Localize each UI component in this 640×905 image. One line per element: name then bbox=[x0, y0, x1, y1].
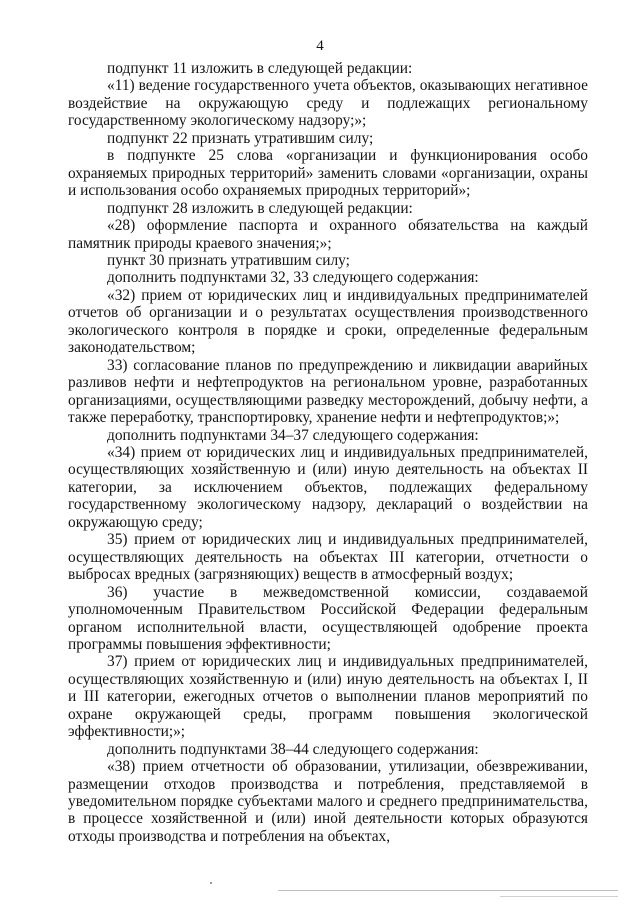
paragraph: «28) оформление паспорта и охранного обязательства на каждый памятник природы краевого значения;»; bbox=[68, 217, 588, 252]
scan-edge-line bbox=[500, 896, 618, 897]
paragraph: дополнить подпунктами 34–37 следующего содержания: bbox=[107, 426, 479, 444]
paragraph: «34) прием от юридических лиц и индивидуальных предпринимателей, осуществляющих хозяйственную и (или) иную деятельность на объектах II категории, за исключением объектов, подлежащих федеральному государственному экологическому надзору, деклараций о воздействии на окружающую среду; bbox=[68, 443, 588, 531]
paragraph: в подпункте 25 слова «организации и функционирования особо охраняемых природных территорий» заменить словами «организации, охраны и использования особо охраняемых природных территорий»; bbox=[68, 147, 588, 200]
paragraph: 33) согласование планов по предупреждению и ликвидации аварийных разливов нефти и нефтепродуктов на региональном уровне, разработанных организациями, осуществляющими разведку месторождений, добычу нефти, а также переработку, транспортировку, хранение нефти и нефтепродуктов;»; bbox=[68, 356, 588, 427]
page-number: 4 bbox=[316, 38, 324, 54]
paragraph: дополнить подпунктами 32, 33 следующего содержания: bbox=[107, 269, 479, 287]
paragraph: дополнить подпунктами 38–44 следующего содержания: bbox=[107, 740, 479, 758]
document-body bbox=[68, 60, 588, 845]
paragraph: 37) прием от юридических лиц и индивидуальных предпринимателей, осуществляющих хозяйственную и (или) иную деятельность на объектах I, II и III категории, ежегодных отчетов о выполнении планов мероприятий по охране окружающей среды, программ повышения экологической эффективности;»; bbox=[68, 653, 588, 741]
paragraph: подпункт 11 изложить в следующей редакции: bbox=[107, 60, 413, 77]
paragraph: 36) участие в межведомственной комиссии, создаваемой уполномоченным Правительством Российской Федерации федеральным органом исполнительной власти, осуществляющей одобрение проекта программы повышения эффективности; bbox=[68, 583, 588, 653]
paragraph: «32) прием от юридических лиц и индивидуальных предпринимателей отчетов об организации и о результатах осуществления производственного экологического контроля в порядке и сроки, определенные федеральным законодательством; bbox=[68, 286, 588, 357]
paragraph: подпункт 22 признать утратившим силу; bbox=[107, 129, 374, 147]
paragraph: подпункт 28 изложить в следующей редакции: bbox=[107, 199, 413, 217]
paragraph: «11) ведение государственного учета объектов, оказывающих негативное воздействие на окружающую среду и подлежащих региональному государственному экологическому надзору;»; bbox=[68, 77, 588, 130]
paragraph: пункт 30 признать утратившим силу; bbox=[107, 251, 350, 269]
scan-edge-line bbox=[278, 890, 618, 891]
paragraph: «38) прием отчетности об образовании, утилизации, обезвреживании, размещении отходов производства и потребления, представляемой в уведомительном порядке субъектами малого и среднего предпринимательства, в процессе хозяйственной и (или) иной деятельности которых образуются отходы производства и потребления на объектах, bbox=[68, 758, 588, 845]
paragraph: 35) прием от юридических лиц и индивидуальных предпринимателей, осуществляющих деятельность на объектах III категории, отчетности о выбросах вредных (загрязняющих) веществ в атмосферный воздух; bbox=[68, 531, 588, 584]
scan-speck bbox=[210, 882, 212, 884]
